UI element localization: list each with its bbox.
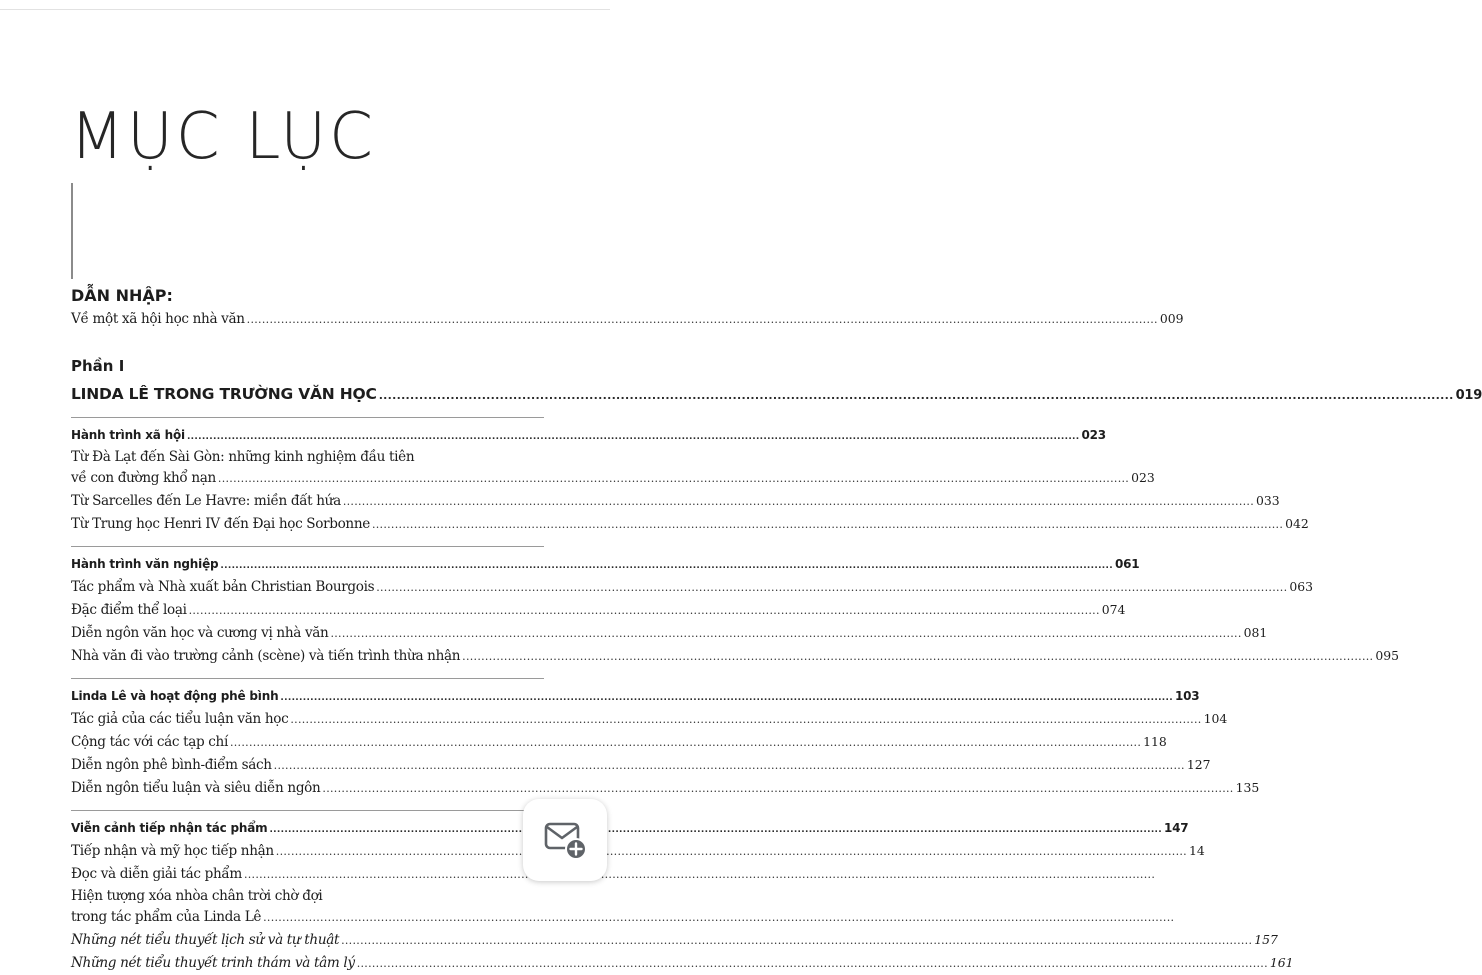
toc-entry — [71, 599, 1126, 622]
toc-entry-page: 009 — [1159, 311, 1184, 326]
section-page: 147 — [1164, 821, 1189, 835]
toc-section — [71, 546, 1399, 668]
toc-entry-text: Diễn ngôn văn học và cương vị nhà văn — [71, 625, 329, 641]
toc-entry-page: 127 — [1186, 757, 1211, 772]
dot-leader — [218, 556, 1115, 576]
section-heading: Hành trình văn nghiệp — [71, 557, 219, 571]
toc-entry — [71, 645, 1399, 668]
toc-section — [71, 810, 1294, 975]
section-page: 023 — [1081, 428, 1106, 442]
toc-entry-page: 095 — [1375, 648, 1399, 663]
toc-entry-text: Tác phẩm và Nhà xuất bản Christian Bourgois — [71, 579, 375, 595]
dot-leader — [261, 907, 1176, 929]
toc-entry-text: Đặc điểm thể loại — [71, 602, 187, 618]
dot-leader — [272, 755, 1187, 777]
section-page: 103 — [1174, 689, 1200, 703]
toc-entry — [71, 929, 1278, 952]
toc-entry — [71, 952, 1294, 975]
section-heading-row — [71, 686, 1200, 708]
part-page: 019 — [1455, 388, 1482, 403]
dot-leader — [377, 385, 1456, 407]
mail-add-button[interactable] — [523, 799, 607, 881]
dot-leader — [320, 778, 1235, 800]
toc-entry-page: 118 — [1143, 734, 1167, 749]
toc-entry-page: 063 — [1289, 579, 1314, 594]
top-divider — [0, 9, 610, 10]
toc-entry-text: về con đường khổ nạn — [71, 470, 216, 486]
toc-entry-text: trong tác phẩm của Linda Lê — [71, 909, 262, 925]
toc-entry-text: Diễn ngôn tiểu luận và siêu diễn ngôn — [71, 780, 321, 796]
section-heading: Hành trình xã hội — [71, 428, 185, 442]
dot-leader — [341, 491, 1256, 513]
toc-entry — [71, 777, 1260, 800]
part-title: LINDA LÊ TRONG TRƯỜNG VĂN HỌC — [71, 385, 377, 403]
toc-entry — [71, 840, 1205, 863]
dot-leader — [460, 646, 1375, 668]
dot-leader — [187, 600, 1102, 622]
table-of-contents — [71, 286, 1482, 975]
toc-entry-text: Về một xã hội học nhà văn — [71, 311, 245, 327]
dot-leader — [245, 309, 1160, 331]
section-heading: Linda Lê và hoạt động phê bình — [71, 689, 279, 703]
toc-entry-page: 135 — [1235, 780, 1260, 795]
dot-leader — [216, 468, 1131, 490]
toc-entry-page: 157 — [1254, 932, 1278, 947]
toc-entry — [71, 622, 1268, 645]
toc-entry-text: Diễn ngôn phê bình-điểm sách — [71, 757, 272, 773]
part-label: Phần I — [71, 357, 125, 375]
toc-entry-text: Từ Trung học Henri IV đến Đại học Sorbonne — [71, 516, 370, 532]
toc-entry-text: Đọc và diễn giải tác phẩm — [71, 866, 242, 882]
toc-entry-page: 042 — [1285, 516, 1309, 531]
toc-entry-text: Cộng tác với các tạp chí — [71, 734, 228, 750]
toc-entry — [71, 754, 1211, 777]
section-heading-row — [71, 425, 1106, 447]
dot-leader — [374, 577, 1289, 599]
toc-entry-page: 033 — [1256, 493, 1280, 508]
dot-leader — [288, 709, 1203, 731]
dot-leader — [242, 864, 1157, 886]
toc-entry — [71, 906, 544, 929]
dot-leader — [370, 514, 1285, 536]
dot-leader — [328, 623, 1243, 645]
toc-entry — [71, 708, 1228, 731]
dot-leader — [355, 953, 1270, 975]
toc-entry — [71, 731, 1167, 754]
toc-entry — [71, 863, 544, 886]
toc-entry-text-line: Từ Đà Lạt đến Sài Gòn: những kinh nghiệm đầu tiên — [71, 449, 415, 465]
toc-entry-text: Từ Sarcelles đến Le Havre: miền đất hứa — [71, 493, 341, 509]
toc-entry-page: 14 — [1188, 843, 1205, 858]
toc-entry-text: Những nét tiểu thuyết trinh thám và tâm lý — [71, 955, 355, 971]
mail-add-icon — [543, 819, 587, 861]
toc-entry — [71, 576, 1314, 599]
dot-leader — [339, 930, 1254, 952]
toc-section — [71, 678, 1260, 800]
dot-leader — [228, 732, 1143, 754]
section-heading-row — [71, 818, 1189, 840]
intro-heading: DẪN NHẬP: — [71, 286, 173, 305]
toc-entry-page: 081 — [1243, 625, 1268, 640]
section-heading-row — [71, 554, 1140, 576]
toc-entry-text: Tiếp nhận và mỹ học tiếp nhận — [71, 843, 274, 859]
toc-entry-text: Những nét tiểu thuyết lịch sử và tự thuật — [71, 932, 340, 948]
toc-entry-text: Nhà văn đi vào trường cảnh (scène) và tiến trình thừa nhận — [71, 648, 461, 664]
dot-leader — [185, 427, 1082, 447]
toc-entry — [71, 513, 1309, 536]
part-title-row — [71, 383, 1482, 407]
toc-entry — [71, 490, 1280, 513]
toc-sections — [71, 417, 1399, 975]
toc-entry-page: 074 — [1101, 602, 1126, 617]
section-page: 061 — [1114, 557, 1140, 571]
toc-section — [71, 417, 1309, 536]
dot-leader — [278, 688, 1175, 708]
page-title: MỤC LỤC — [70, 100, 376, 174]
dot-leader — [274, 841, 1189, 863]
dot-leader — [267, 820, 1164, 840]
toc-entry-text-line: Hiện tượng xóa nhòa chân trời chờ đợi — [71, 888, 323, 904]
toc-entry-page: 104 — [1203, 711, 1228, 726]
toc-entry — [71, 308, 1184, 331]
toc-entry-text: Tác giả của các tiểu luận văn học — [71, 711, 289, 727]
section-heading: Viễn cảnh tiếp nhận tác phẩm — [71, 821, 268, 835]
toc-entry-page: 023 — [1131, 470, 1155, 485]
decorative-vertical-line — [71, 183, 73, 279]
toc-entry — [71, 467, 1155, 490]
toc-entry-page: 161 — [1269, 955, 1294, 970]
